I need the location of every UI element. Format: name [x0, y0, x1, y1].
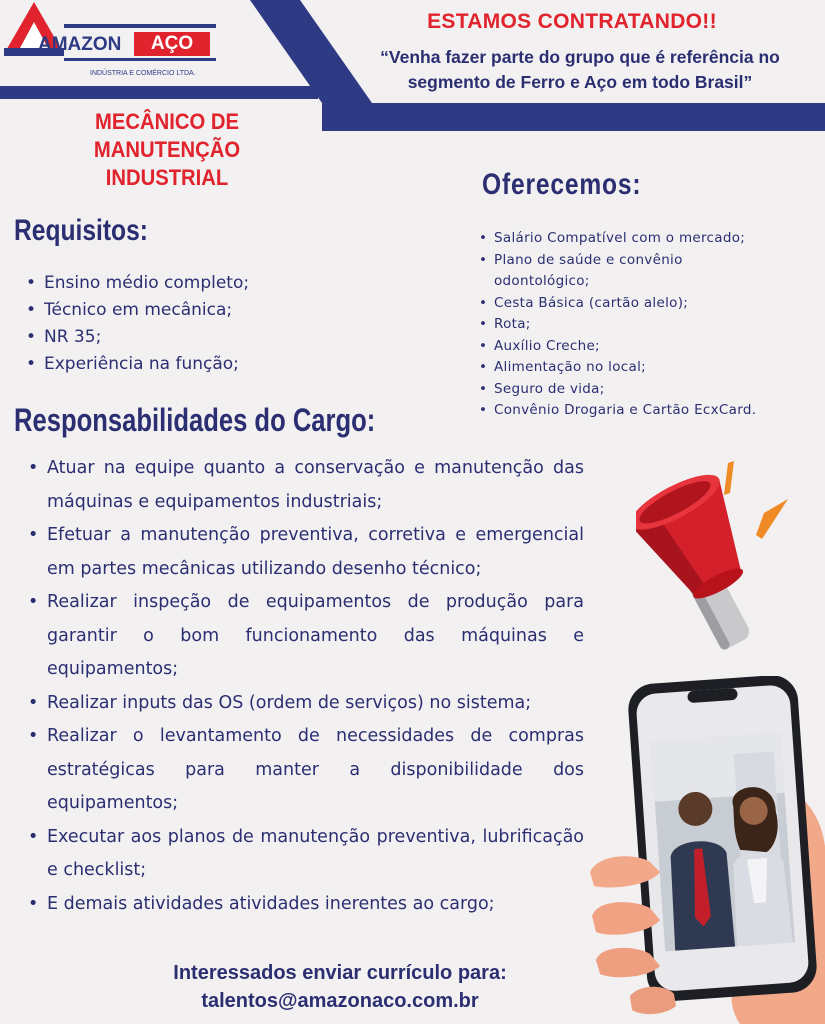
responsibilities-heading: Responsabilidades do Cargo: — [14, 402, 376, 438]
hiring-quote: “Venha fazer parte do grupo que é referência no segmento de Ferro e Aço em todo Brasil” — [380, 47, 780, 92]
list-item: • Realizar inputs das OS (ordem de serviços) no sistema; — [28, 687, 584, 721]
list-item: • Realizar inspeção de equipamentos de produção para garantir o bom funcionamento das máquinas e equipamentos; — [28, 586, 584, 687]
offers-heading: Oferecemos: — [482, 168, 642, 201]
requirements-list — [26, 270, 346, 378]
list-item: • Cesta Básica (cartão alelo); — [479, 293, 824, 315]
company-logo — [4, 2, 216, 84]
list-item: • E demais atividades atividades inerentes ao cargo; — [28, 888, 584, 922]
list-item: • Rota; — [479, 314, 824, 336]
list-item: • Auxílio Creche; — [479, 336, 824, 358]
job-title — [12, 108, 322, 192]
list-item: • Ensino médio completo; — [26, 270, 346, 297]
job-title-line2: INDUSTRIAL — [105, 165, 229, 190]
contact-email[interactable]: talentos@amazonaco.com.br — [201, 990, 479, 1012]
logo-tagline: INDÚSTRIA E COMÉRCIO LTDA. — [90, 70, 196, 77]
list-item: • Seguro de vida; — [479, 379, 824, 401]
megaphone-icon — [636, 455, 796, 655]
responsibilities-list — [28, 452, 584, 921]
contact-line: Interessados enviar currículo para: — [173, 962, 507, 984]
list-item: • NR 35; — [26, 324, 346, 351]
list-item: • Técnico em mecânica; — [26, 297, 346, 324]
smartphone-illustration — [590, 676, 825, 1024]
list-item: • Experiência na função; — [26, 351, 346, 378]
hiring-title: ESTAMOS CONTRATANDO!! — [427, 10, 717, 33]
list-item: • Alimentação no local; — [479, 357, 824, 379]
list-item: • Realizar o levantamento de necessidades de compras estratégicas para manter a disponibilidade dos equipamentos; — [28, 720, 584, 821]
logo-text-aco: AÇO — [134, 32, 210, 56]
list-item: • Plano de saúde e convênio odontológico; — [479, 250, 749, 293]
offers-list — [479, 228, 824, 422]
list-item: • Efetuar a manutenção preventiva, corretiva e emergencial em partes mecânicas utilizando desenho técnico; — [28, 519, 584, 586]
job-title-line1: MECÂNICO DE MANUTENÇÃO — [93, 109, 241, 162]
list-item: • Salário Compatível com o mercado; — [479, 228, 824, 250]
list-item: • Convênio Drogaria e Cartão EcxCard. — [479, 400, 824, 422]
requirements-heading: Requisitos: — [14, 214, 148, 247]
list-item: • Executar aos planos de manutenção preventiva, lubrificação e checklist; — [28, 821, 584, 888]
logo-text-amazon: AMAZON — [38, 34, 122, 55]
list-item: • Atuar na equipe quanto a conservação e manutenção das máquinas e equipamentos industriais; — [28, 452, 584, 519]
